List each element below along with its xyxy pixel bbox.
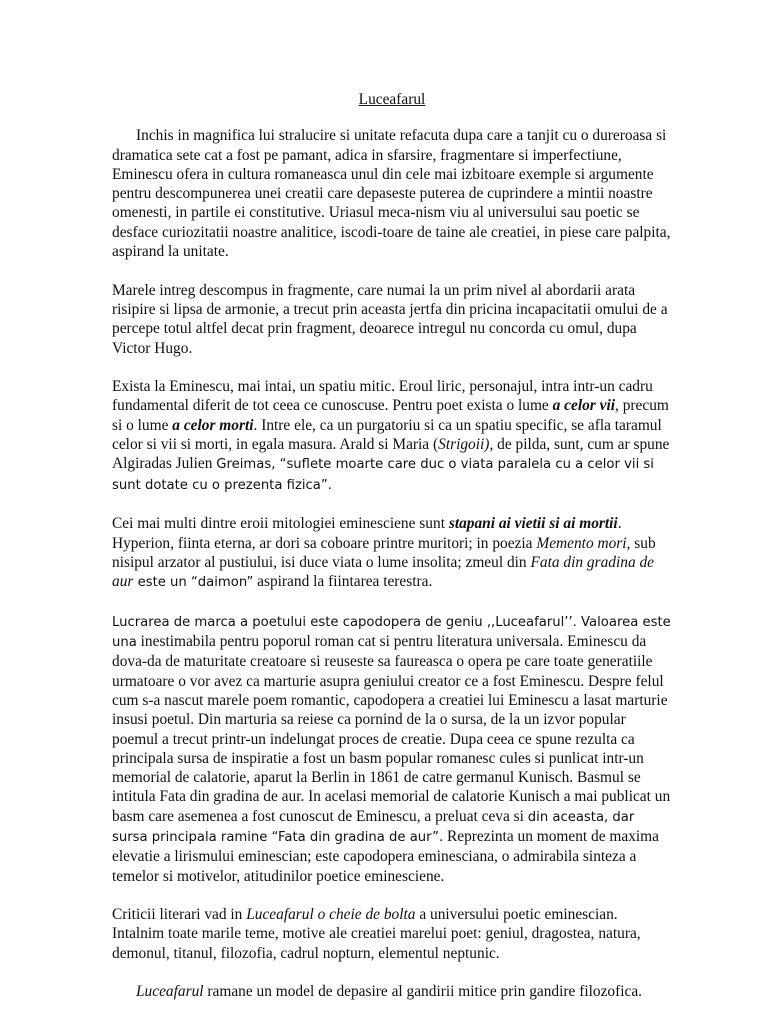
- paragraph-4: [112, 514, 672, 592]
- paragraph-5-lead: Lucrarea de marca a poetului este capodopera de geniu ,,Luceafarul’’. Valoarea este una: [112, 614, 671, 651]
- title-memento-mori: Memento mori,: [536, 534, 631, 552]
- paragraph-4-text-e: sub nisipul arzator al pustiului, isi duce viata o lume insolita; zmeul din: [112, 534, 656, 571]
- paragraph-3-text-a: Exista la Eminescu, mai intai, un spatiu mitic. Eroul liric, personajul, intra intr-un cadru fundamental diferit de tot ceea ce cunoscuse. Pentru poet exista o lume: [112, 378, 653, 415]
- paragraph-3-text-c: , precum si o lume: [112, 397, 669, 434]
- paragraph-5-text-b: inestimabila pentru poporul roman cat si pentru literatura universala. Eminescu da dova-da de maturitate creatoare si reuseste sa faureasca o opera pe care toate generatiile urmatoare o vor avez ca marturie asupra geniului creator ce a fost Eminescu. Despre felul cum s-a nascut marele poem romantic, capodopera a creatiei lui Eminescu a lasat marturie insusi poetul. Din marturia sa reiese ca pornind de la o sursa, de la un izvor popular poemul a trecut printr-un indelungat proces de creatie. Dupa ceea ce spune rezulta ca principala sursa de inspiratie a fost un basm popular romanesc cules si punlicat intr-un memorial de calatorie, aparut la Berlin in 1861 de catre germanul Kunisch. Basmul se intitula Fata din gradina de aur. In acelasi memorial de calatorie Kunisch a mai publicat un basm care asemenea a fost cunoscut de Eminescu, a preluat ceva si: [112, 633, 671, 825]
- emphasis-cheie-de-bolta: Luceafarul o cheie de bolta: [246, 906, 416, 924]
- paragraph-6-text-c: a universului poetic eminescian. Intalnim toate marile teme, motive ale creatiei marelui poet: geniul, dragostea, natura, demonul, titanul, filozofia, cadrul nopturn, elementul neptunic.: [112, 906, 641, 962]
- paragraph-2: Marele intreg descompus in fragmente, care numai la un prim nivel al abordarii arata risipire si lipsa de armonie, a trecut prin aceasta jertfa din pricina incapacitatii omului de a percepe totul altfel decat prin fragment, deoarece intregul nu concorda cu omul, dupa Victor Hugo.: [112, 281, 668, 357]
- paragraph-1: Inchis in magnifica lui stralucire si unitate refacuta dupa care a tanjit cu o dureroasa si dramatica sete cat a fost pe pamant, adica in sfarsire, fragmentare si imperfectiune, Eminescu ofera in cultura romaneasca unul din cele mai izbitoare exemple si argumente pentru descompunerea unei creatii care depaseste puterea de cuprindere a mintii noastre omenesti, in partile ei constitutive. Uriasul meca-nism viu al universului sau poetic se desface curiozitatii noastre analitice, iscodi-toare de taine ale creatiei, in piese care palpita, aspirand la unitate.: [112, 127, 671, 261]
- daimon-quote: este un “daimon”: [133, 575, 254, 591]
- paragraph-6: [112, 905, 672, 963]
- title-luceafarul: Luceafarul: [136, 983, 204, 1001]
- paragraph-6-text-a: Criticii literari vad in: [112, 906, 247, 924]
- title-strigoii: Strigoii): [438, 436, 490, 454]
- emphasis-masters-of-life-death: stapani ai vietii si ai mortii: [448, 515, 618, 533]
- paragraph-7-text-b: ramane un model de depasire al gandirii mitice prin gandire filozofica.: [203, 983, 643, 1001]
- paragraph-5-source-quote: din aceasta, dar sursa principala ramine “Fata din gradina de aur”.: [112, 809, 635, 845]
- paragraph-4-text-c: . Hyperion, fiinta eterna, ar dori sa coboare printre muritori; in poezia: [112, 515, 622, 552]
- document-body: [112, 90, 672, 1021]
- emphasis-living-world: a celor vii: [552, 397, 616, 415]
- paragraph-3-text-g: , de pilda, sunt, cum ar spune Algiradas Julien: [112, 436, 670, 473]
- paragraph-4-text-a: Cei mai multi dintre eroii mitologiei eminesciene sunt: [112, 515, 449, 533]
- paragraph-3-text-e: . Intre ele, ca un purgatoriu si ca un spatiu specific, se afla taramul celor si vii si morti, in egala masura. Arald si Maria (: [112, 416, 662, 454]
- paragraph-4-text-h: aspirand la fiintarea terestra.: [253, 573, 433, 591]
- paragraph-7: [112, 982, 672, 1001]
- paragraph-5: [112, 612, 672, 886]
- paragraph-5-text-d: Reprezinta un moment de maxima elevatie a lirismului eminescian; este capodopera eminesciana, o admirabila sinteza a temelor si motivelor, atitudinilor poetice eminesciene.: [112, 827, 659, 885]
- document-title: Luceafarul: [358, 91, 426, 108]
- greimas-quote: Greimas, “suflete moarte care duc o viata paralela cu a celor vii si sunt dotate cu o prezenta fizica”.: [112, 457, 654, 493]
- paragraph-3: [112, 377, 672, 495]
- title-fata-din-gradina: Fata din gradina de aur: [112, 553, 655, 591]
- emphasis-dead-world: a celor morti: [172, 416, 254, 434]
